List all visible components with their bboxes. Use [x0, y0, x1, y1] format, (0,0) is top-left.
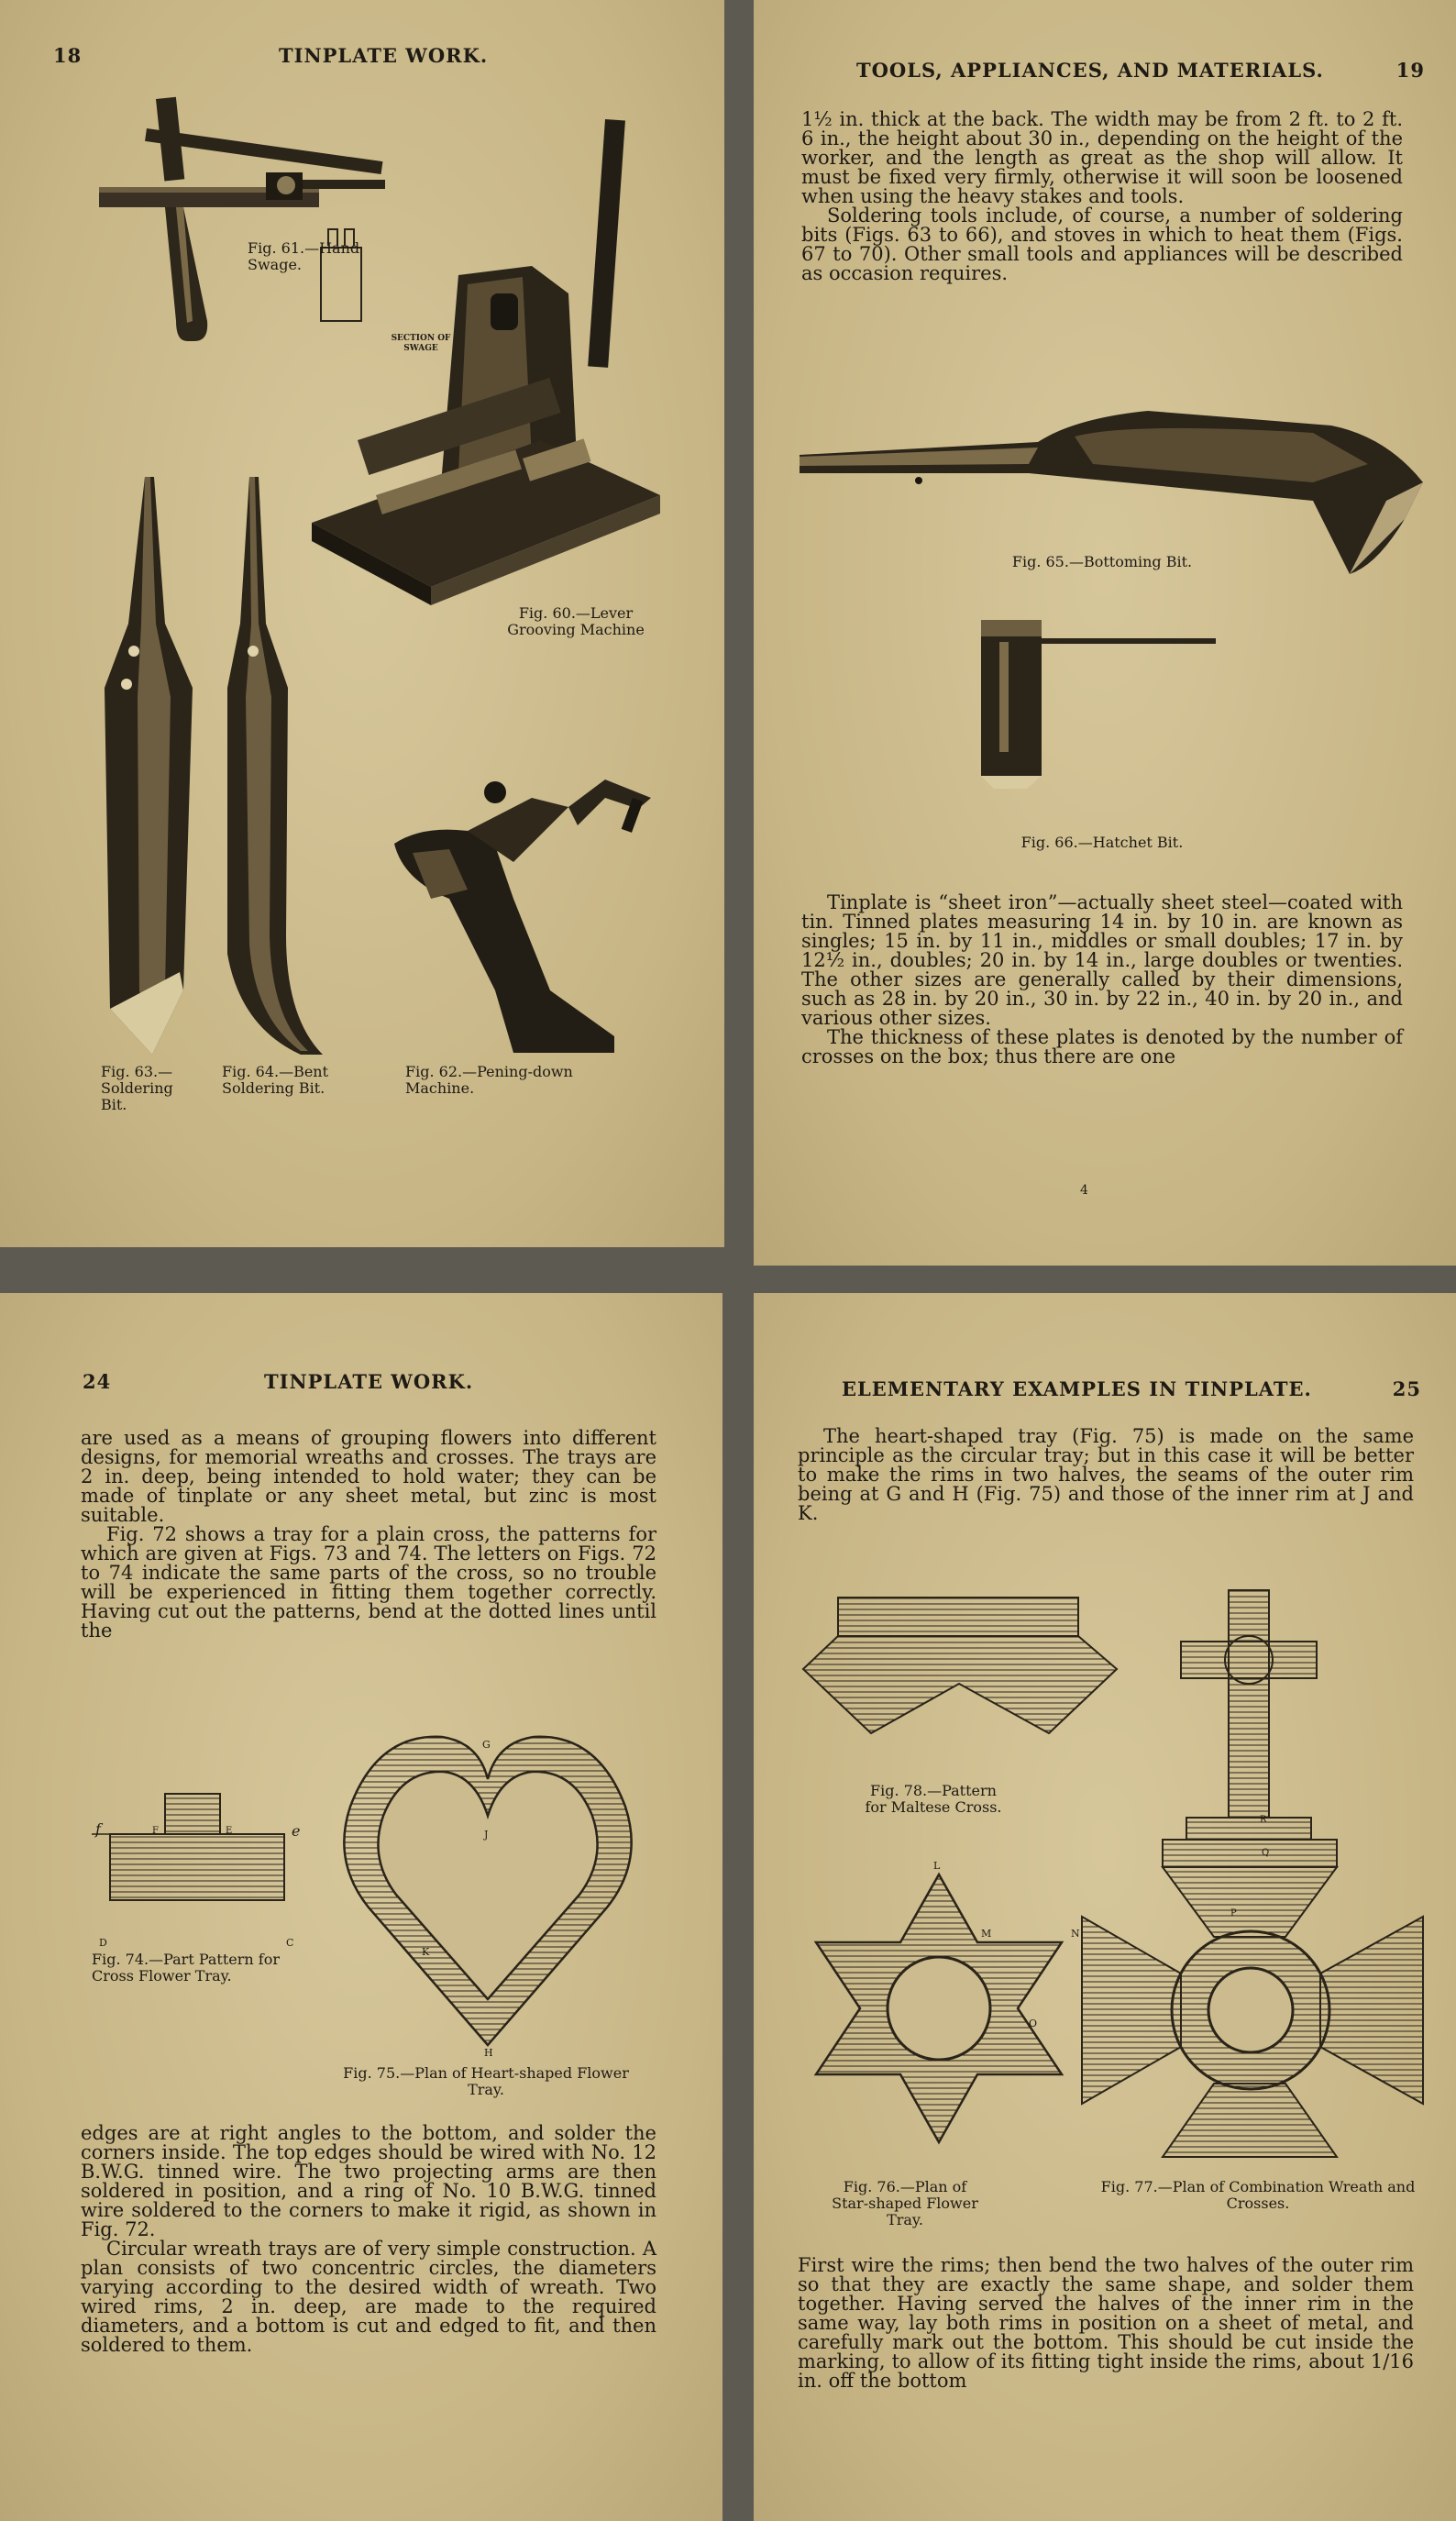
- bent-soldering-bit-illustration: [213, 477, 341, 1064]
- running-title: ELEMENTARY EXAMPLES IN TINPLATE.: [842, 1377, 1312, 1400]
- paragraph: The heart-shaped tray (Fig. 75) is made on the same principle as the circular tray; but in this case it will be better to make the rims in two halves, the seams of the outer rim being at G and H (Fig. 75) and those of the inner rim at J and K.: [798, 1425, 1414, 1524]
- fig74-letter: D: [99, 1937, 107, 1949]
- fig76-letter: O: [1029, 2018, 1038, 2029]
- combination-wreath-cross-illustration: [1080, 1588, 1425, 2175]
- running-head: [53, 44, 677, 68]
- page-25: [754, 1293, 1456, 2521]
- pening-down-machine-illustration: [385, 761, 678, 1064]
- running-title: TINPLATE WORK.: [279, 44, 489, 67]
- fig61-section-label: SECTION OF SWAGE: [391, 334, 451, 353]
- fig65-caption: Fig. 65.—Bottoming Bit.: [1011, 553, 1193, 570]
- fig74-letter: f: [95, 1820, 101, 1838]
- fig76-letter: L: [933, 1860, 941, 1872]
- page-number: 25: [1392, 1377, 1421, 1400]
- body-text-top: [801, 110, 1403, 283]
- fig74-letter: F: [152, 1826, 159, 1836]
- paragraph: First wire the rims; then bend the two halves of the outer rim so that they are exactly the same shape, and solder them together. Having served the halves of the inner rim in the same way, lay both rims in position on a sheet of metal, and carefully mark out the bottom. This should be cut inside the marking, to allow of its fitting tight inside the rims, about 1/16 in. off the bottom: [798, 2254, 1414, 2392]
- fig74-letter: e: [292, 1822, 301, 1840]
- fig76-letter: M: [981, 1928, 992, 1940]
- running-head: [83, 1370, 669, 1394]
- fig75-letter: H: [484, 2047, 493, 2059]
- fig75-letter: J: [484, 1829, 489, 1841]
- fig74-letter: E: [226, 1826, 233, 1836]
- fig74-caption: Fig. 74.—Part Pattern for Cross Flower Tray.: [92, 1951, 280, 1985]
- page-19: [754, 0, 1456, 1266]
- paragraph: 1½ in. thick at the back. The width may be from 2 ft. to 2 ft. 6 in., the height about 30 in., depending on the height of the worker, and the length as great as the shop will allow. It must be fixed very firmly, otherwise it will soon be loosened when using the heavy stakes and tools.: [801, 108, 1403, 207]
- fig74-letter: C: [286, 1937, 294, 1949]
- body-text-top: [798, 1427, 1414, 1523]
- fig75-letter: K: [422, 1946, 430, 1958]
- signature-mark: 4: [1080, 1183, 1088, 1198]
- running-head: [856, 59, 1425, 83]
- page-18: [0, 0, 724, 1247]
- maltese-cross-pattern-illustration: [801, 1596, 1119, 1742]
- fig75-letter: G: [482, 1739, 491, 1751]
- page-24: [0, 1293, 722, 2521]
- paragraph: Soldering tools include, of course, a number of soldering bits (Figs. 63 to 66), and stoves in which to heat them (Figs. 67 to 70). Other small tools and appliances will be described as occasion requires.: [801, 205, 1403, 284]
- fig61-caption: Fig. 61.—Hand Swage.: [248, 239, 360, 273]
- fig77-letter: R: [1260, 1815, 1267, 1825]
- paragraph: edges are at right angles to the bottom, and solder the corners inside. The top edges should be wired with No. 12 B.W.G. tinned wire. The two projecting arms are then soldered in position, and a ring of No. 10 B.W.G. tinned wire soldered to the corners to make it rigid, as shown in Fig. 72.: [81, 2122, 656, 2240]
- fig77-letter: P: [1230, 1908, 1237, 1918]
- heart-tray-illustration: [341, 1724, 634, 2054]
- fig66-caption: Fig. 66.—Hatchet Bit.: [1020, 834, 1184, 851]
- paragraph: The thickness of these plates is denoted by the number of crosses on the box; thus there are one: [801, 1026, 1403, 1067]
- body-text-bottom: [81, 2124, 656, 2355]
- fig77-letter: Q: [1262, 1848, 1270, 1858]
- fig64-caption: Fig. 64.—Bent Soldering Bit.: [222, 1063, 329, 1097]
- fig62-caption: Fig. 62.—Pening-down Machine.: [405, 1063, 573, 1097]
- fig60-caption: Fig. 60.—Lever Grooving Machine: [507, 604, 645, 638]
- fig63-caption: Fig. 63.— Soldering Bit.: [101, 1063, 173, 1113]
- page-number: 18: [53, 44, 83, 67]
- soldering-bit-illustration: [92, 477, 202, 1064]
- body-text-top: [81, 1429, 656, 1641]
- fig77-caption: Fig. 77.—Plan of Combination Wreath and Crosses.: [1100, 2178, 1416, 2212]
- fig76-caption: Fig. 76.—Plan of Star-shaped Flower Tray.: [832, 2178, 978, 2228]
- page-number: 19: [1395, 59, 1425, 82]
- lever-grooving-machine-illustration: [303, 110, 669, 651]
- running-head: [842, 1377, 1421, 1401]
- body-text-bottom: [798, 2256, 1414, 2391]
- paragraph: Circular wreath trays are of very simple construction. A plan consists of two concentric circles, the diameters varying according to the desired width of wreath. Two wired rims, 2 in. deep, are made to the required diameters, and a bottom is cut and edged to fit, and then soldered to them.: [81, 2238, 656, 2356]
- paragraph: are used as a means of grouping flowers into different designs, for memorial wreaths and crosses. The trays are 2 in. deep, being intended to hold water; they can be made of tinplate or any sheet metal, but zinc is most suitable.: [81, 1427, 656, 1526]
- fig77-letter: N: [1071, 1928, 1080, 1940]
- running-title: TINPLATE WORK.: [264, 1370, 474, 1393]
- fig75-caption: Fig. 75.—Plan of Heart-shaped Flower Tray.: [343, 2064, 629, 2098]
- cross-tray-pattern-illustration: [92, 1785, 312, 1922]
- page-number: 24: [83, 1370, 112, 1393]
- running-title: TOOLS, APPLIANCES, AND MATERIALS.: [856, 59, 1324, 82]
- body-text-bottom: [801, 893, 1403, 1067]
- star-tray-illustration: [809, 1871, 1069, 2146]
- paragraph: Fig. 72 shows a tray for a plain cross, the patterns for which are given at Figs. 73 and 74. The letters on Figs. 72 to 74 indicate the same parts of the cross, so no trouble will be experienced in fitting them together correctly. Having cut out the patterns, bend at the dotted lines until the: [81, 1523, 656, 1642]
- fig78-caption: Fig. 78.—Pattern for Maltese Cross.: [865, 1782, 1002, 1816]
- paragraph: Tinplate is “sheet iron”—actually sheet steel—coated with tin. Tinned plates measuring 14 in. by 10 in. are known as singles; 15 in. by 11 in., middles or small doubles; 17 in. by 12½ in., doubles; 20 in. by 14 in., large doubles or twenties. The other sizes are generally called by their dimensions, such as 28 in. by 20 in., 30 in. by 22 in., 40 in. by 20 in., and various other sizes.: [801, 891, 1403, 1029]
- hatchet-bit-illustration: [972, 614, 1219, 789]
